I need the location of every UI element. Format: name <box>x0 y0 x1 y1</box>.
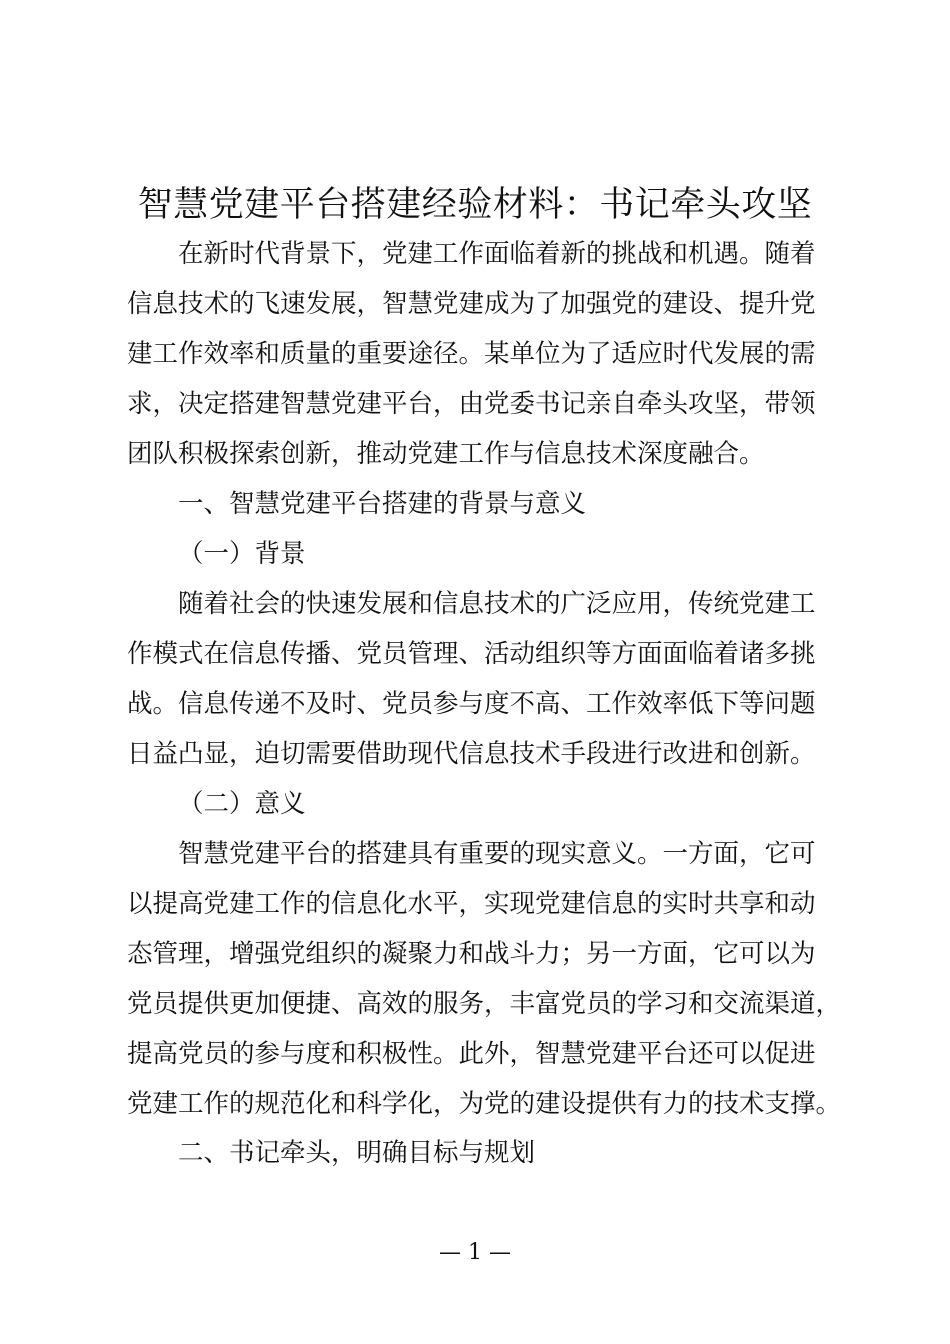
document-title: 智慧党建平台搭建经验材料：书记牵头攻坚 <box>137 185 813 225</box>
background-line-2: 作模式在信息传播、党员管理、活动组织等方面面临着诸多挑 <box>127 639 816 669</box>
intro-line-1: 在新时代背景下，党建工作面临着新的挑战和机遇。随着 <box>178 239 816 269</box>
significance-line-2: 以提高党建工作的信息化水平，实现党建信息的实时共享和动 <box>127 889 816 919</box>
intro-line-4: 求，决定搭建智慧党建平台，由党委书记亲自牵头攻坚，带领 <box>127 389 816 419</box>
significance-line-1: 智慧党建平台的搭建具有重要的现实意义。一方面，它可 <box>178 839 816 869</box>
section-heading-2: 二、书记牵头，明确目标与规划 <box>178 1138 536 1168</box>
intro-line-5: 团队积极探索创新，推动党建工作与信息技术深度融合。 <box>127 439 765 469</box>
background-line-3: 战。信息传递不及时、党员参与度不高、工作效率低下等问题 <box>127 689 816 719</box>
background-line-1: 随着社会的快速发展和信息技术的广泛应用，传统党建工 <box>178 589 816 619</box>
intro-line-2: 信息技术的飞速发展，智慧党建成为了加强党的建设、提升党 <box>127 289 816 319</box>
background-line-4: 日益凸显，迫切需要借助现代信息技术手段进行改进和创新。 <box>127 739 816 769</box>
significance-line-3: 态管理，增强党组织的凝聚力和战斗力；另一方面，它可以为 <box>127 939 816 969</box>
page-number: — 1 — <box>439 1240 511 1265</box>
significance-line-5: 提高党员的参与度和积极性。此外，智慧党建平台还可以促进 <box>127 1039 816 1069</box>
section-heading-1: 一、智慧党建平台搭建的背景与意义 <box>178 489 587 519</box>
subsection-heading-background: （一）背景 <box>178 539 306 569</box>
intro-line-3: 建工作效率和质量的重要途径。某单位为了适应时代发展的需 <box>127 339 816 369</box>
significance-line-4: 党员提供更加便捷、高效的服务，丰富党员的学习和交流渠道， <box>127 989 842 1019</box>
significance-line-6: 党建工作的规范化和科学化，为党的建设提供有力的技术支撑。 <box>127 1089 842 1119</box>
subsection-heading-significance: （二）意义 <box>178 789 306 819</box>
